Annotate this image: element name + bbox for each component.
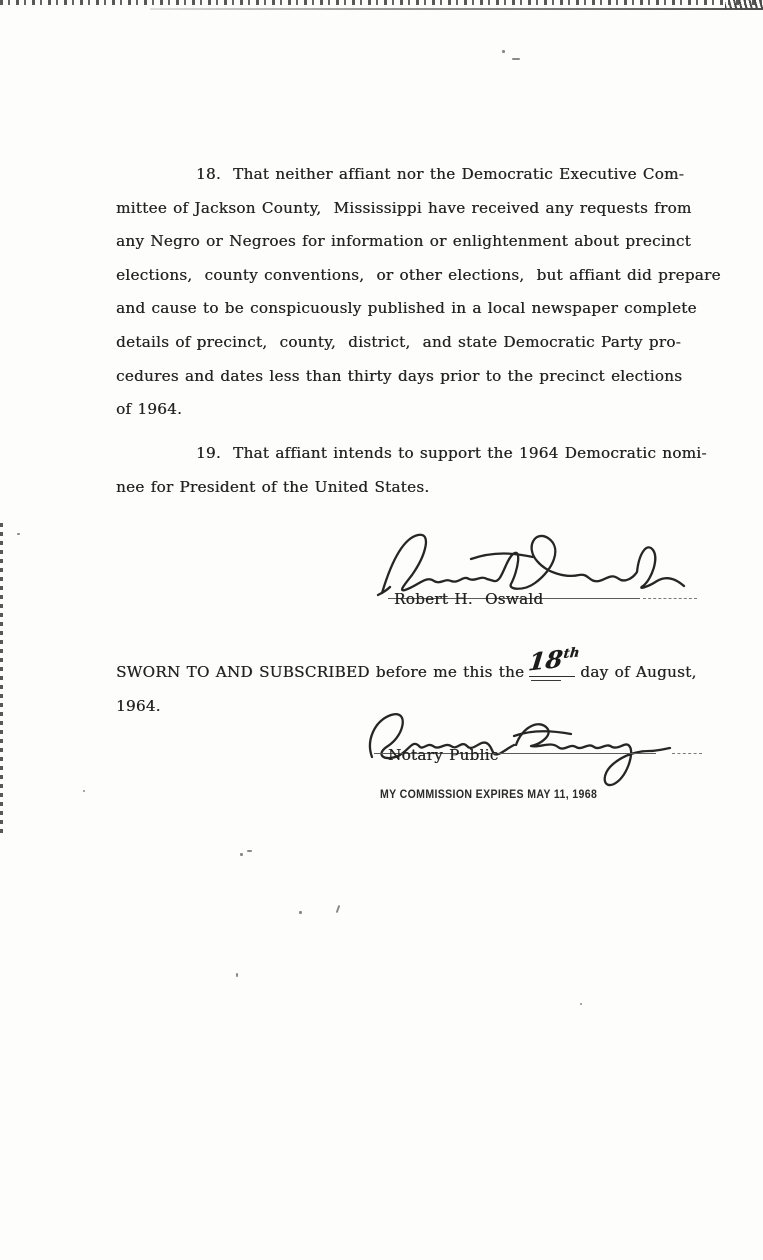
commission-stamp: MY COMMISSION EXPIRES MAY 11, 1968: [380, 787, 598, 801]
day-blank-underline: [527, 644, 581, 677]
scan-speck: [502, 50, 505, 53]
handwritten-day: 18th: [527, 644, 581, 677]
scan-speck: [336, 905, 341, 913]
text-line: cedures and dates less than thirty days prior to the precinct elections: [116, 366, 683, 385]
scan-speck: [240, 853, 243, 856]
scan-speck: [512, 58, 520, 60]
scan-speck: [299, 911, 302, 914]
text-line: 18. That neither affiant nor the Democratic Executive Com-: [196, 165, 685, 183]
text-line: and cause to be conspicuously published in a local newspaper complete: [116, 299, 697, 318]
text-line: elections, county conventions, or other elections, but affiant did prepare: [116, 265, 721, 284]
text-line: mittee of Jackson County, Mississippi have received any requests from: [116, 198, 692, 217]
affiant-signature-line-dashes: [643, 598, 697, 599]
text-line: any Negro or Negroes for information or enlightenment about precinct: [116, 232, 691, 251]
scan-noise-left-strip: [0, 523, 3, 833]
text-line: nee for President of the United States.: [116, 477, 430, 496]
scan-speck: [236, 973, 238, 977]
scan-speck: [83, 790, 85, 792]
scan-noise-top-line: [150, 8, 763, 10]
scan-noise-top-band: [0, 0, 763, 5]
sworn-statement: [116, 644, 716, 684]
scan-speck: [580, 1003, 582, 1005]
text-line: details of precinct, county, district, and state Democratic Party pro-: [116, 332, 681, 351]
notary-title: Notary Public: [388, 746, 499, 764]
scan-speck: [247, 850, 252, 852]
scan-speck: [17, 533, 20, 535]
year-line: 1964.: [116, 697, 161, 715]
notary-signature-line-dashes: [672, 753, 702, 754]
text-line: 19. That affiant intends to support the 1964 Democratic nomi-: [196, 444, 707, 462]
text-line: of 1964.: [116, 400, 183, 419]
underline-tick: [531, 680, 561, 681]
scan-noise-top-right: [725, 0, 763, 9]
paragraph-18: [116, 158, 721, 427]
affiant-typed-name: Robert H. Oswald: [394, 590, 544, 608]
sworn-text-before: SWORN TO AND SUBSCRIBED before me this the: [116, 663, 525, 681]
sworn-text-after: day of August,: [580, 663, 697, 681]
paragraph-19: [116, 437, 707, 504]
